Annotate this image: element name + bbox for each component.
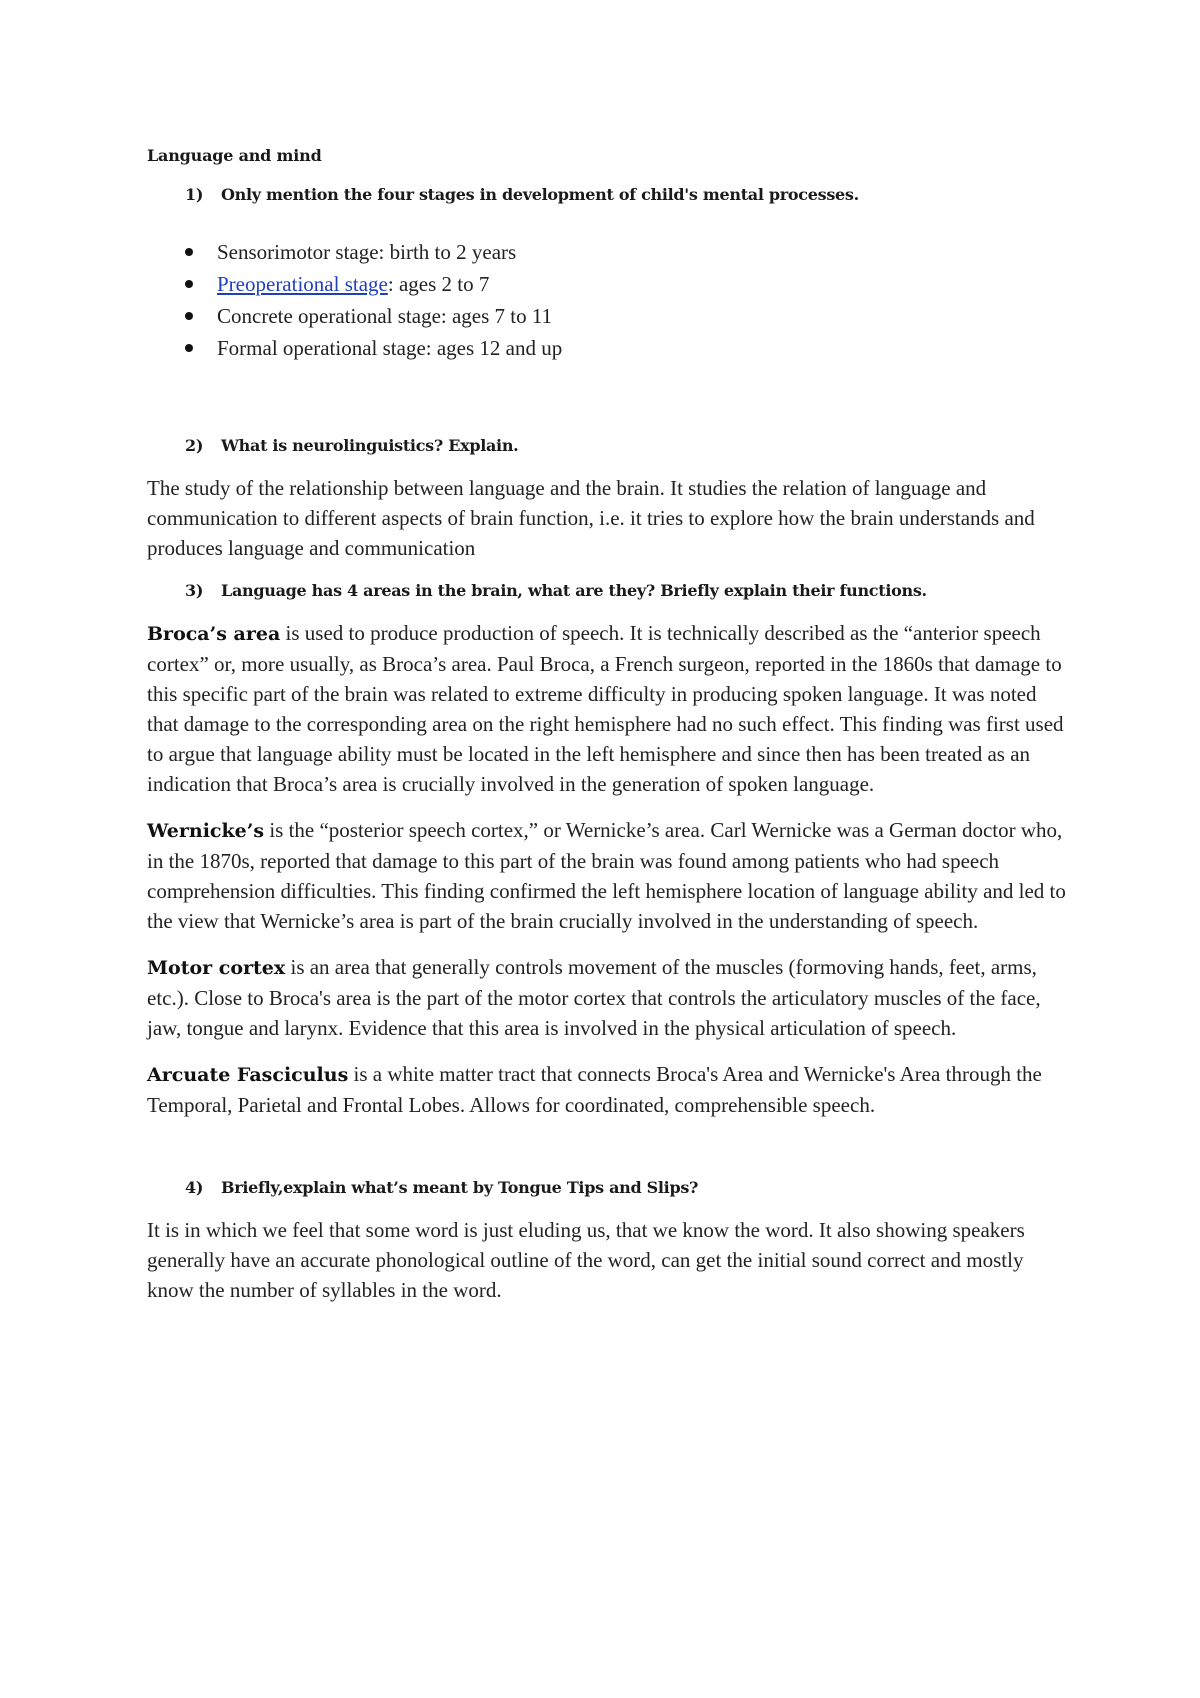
stage-label: Sensorimotor stage: birth to 2 years	[217, 240, 517, 264]
arcuate-fasciculus-paragraph	[147, 1059, 1067, 1120]
broca-term: Broca’s area	[147, 623, 281, 645]
broca-paragraph	[147, 618, 1067, 799]
wernicke-term: Wernicke’s	[147, 820, 265, 842]
stages-list	[147, 236, 1067, 364]
list-item	[185, 268, 1067, 300]
question-number: 3)	[185, 581, 204, 600]
bullet-icon	[185, 312, 193, 320]
question-text: Language has 4 areas in the brain, what are they? Briefly explain their functions.	[221, 581, 927, 600]
question-1	[147, 185, 1067, 204]
stage-label-rest: : ages 2 to 7	[387, 272, 490, 296]
wernicke-text: is the “posterior speech cortex,” or Wernicke’s area. Carl Wernicke was a German doctor who, in the 1870s, reported that damage to this part of the brain was found among patients who had speech comprehension difficulties. This finding confirmed the left hemisphere location of language ability and led to the view that Wernicke’s area is part of the brain crucially involved in the understanding of speech.	[147, 818, 1066, 933]
stage-label: Formal operational stage: ages 12 and up	[217, 336, 563, 360]
preoperational-stage-link[interactable]: Preoperational stage	[217, 272, 388, 296]
list-item	[185, 236, 1067, 268]
question-3	[147, 581, 1067, 600]
question-4	[147, 1178, 1067, 1197]
question-2	[147, 436, 1067, 455]
question-number: 4)	[185, 1178, 204, 1197]
document-body	[147, 146, 1067, 1305]
answer-4: It is in which we feel that some word is just eluding us, that we know the word. It also showing speakers generally have an accurate phonological outline of the word, can get the initial sound correct and mostly know the number of syllables in the word.	[147, 1218, 1025, 1302]
arcuate-fasciculus-text: is a white matter tract that connects Broca's Area and Wernicke's Area through the Temporal, Parietal and Frontal Lobes. Allows for coordinated, comprehensible speech.	[147, 1062, 1042, 1117]
motor-cortex-term: Motor cortex	[147, 957, 286, 979]
motor-cortex-text: is an area that generally controls movement of the muscles (formoving hands, feet, arms, etc.). Close to Broca's area is the part of the motor cortex that controls the articulatory muscles of the face, jaw, tongue and larynx. Evidence that this area is involved in the physical articulation of speech.	[147, 955, 1041, 1040]
document-title: Language and mind	[147, 146, 322, 165]
motor-cortex-paragraph	[147, 952, 1067, 1043]
stage-label: Concrete operational stage: ages 7 to 11	[217, 304, 553, 328]
question-number: 1)	[185, 185, 204, 204]
question-number: 2)	[185, 436, 204, 455]
question-text: Briefly,explain what’s meant by Tongue Tips and Slips?	[221, 1178, 699, 1197]
answer-2: The study of the relationship between language and the brain. It studies the relation of language and communication to different aspects of brain function, i.e. it tries to explore how the brain understands and produces language and communication	[147, 476, 1035, 560]
wernicke-paragraph	[147, 815, 1067, 936]
question-text: What is neurolinguistics? Explain.	[221, 436, 519, 455]
bullet-icon	[185, 280, 193, 288]
broca-text: is used to produce production of speech. It is technically described as the “anterior speech cortex” or, more usually, as Broca’s area. Paul Broca, a French surgeon, reported in the 1860s that damage to this specific part of the brain was related to extreme difficulty in producing spoken language. It was noted that damage to the corresponding area on the right hemisphere had no such effect. This finding was first used to argue that language ability must be located in the left hemisphere and since then has been treated as an indication that Broca’s area is crucially involved in the generation of spoken language.	[147, 621, 1064, 796]
bullet-icon	[185, 248, 193, 256]
bullet-icon	[185, 344, 193, 352]
list-item	[185, 300, 1067, 332]
arcuate-fasciculus-term: Arcuate Fasciculus	[147, 1064, 349, 1086]
list-item	[185, 332, 1067, 364]
question-text: Only mention the four stages in development of child's mental processes.	[221, 185, 859, 204]
